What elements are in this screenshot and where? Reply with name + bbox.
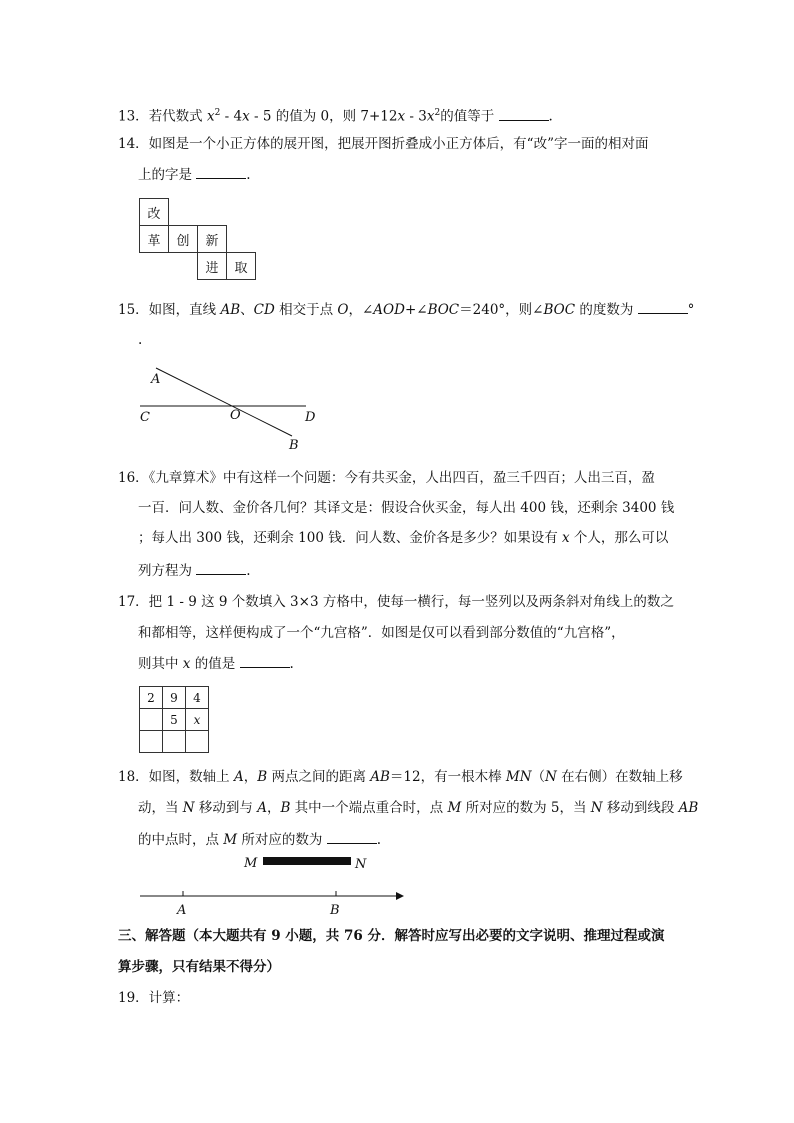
label-a: A [151,372,161,387]
question-15: 15．如图，直线 AB、CD 相交于点 O，∠AOD+∠BOC＝240°，则∠BOC 的度数为 ° [118,302,695,318]
question-16-line-3: ；每人出 300 钱，还剩余 100 钱．问人数、金价各是多少？如果设有 x 个人，那么可以 [138,530,669,546]
question-14-line-2: 上的字是 . [138,167,251,183]
label-b: B [289,438,299,453]
question-17-line-2: 和都相等，这样便构成了一个“九宫格”．如图是仅可以看到部分数值的“九宫格”， [138,625,625,641]
net-cell: 创 [169,226,198,253]
net-cell: 新 [198,226,227,253]
question-19: 19．计算： [118,990,190,1006]
question-16-line-1: 16．《九章算术》中有这样一个问题：今有共买金，人出四百，盈三千四百；人出三百，盈 [118,470,655,486]
label-n: N [355,857,367,872]
label-c: C [140,410,150,425]
section-3-heading-line-1: 三、解答题（本大题共有 9 小题，共 76 分．解答时应写出必要的文字说明、推理过程或演 [118,928,665,944]
label-m: M [244,856,258,871]
grid-cell: 5 [163,709,186,731]
grid-cell: 2 [140,687,163,709]
question-15-end: . [138,332,143,348]
section-3-heading-line-2: 算步骤，只有结果不得分） [118,959,280,975]
question-14-line-1: 14．如图是一个小正方体的展开图，把展开图折叠成小正方体后，有“改”字一面的相对面 [118,136,649,152]
grid-cell: x [186,709,209,731]
question-17-line-3: 则其中 x 的值是 . [138,656,294,672]
grid-cell: 9 [163,687,186,709]
question-16-line-4: 列方程为 . [138,563,251,579]
net-cell: 改 [140,199,169,226]
question-17-line-1: 17．把 1 - 9 这 9 个数填入 3×3 方格中，使每一横行，每一竖列以及两条斜对角线上的数之 [118,594,674,610]
label-o: O [230,408,241,423]
net-cell: 取 [227,253,256,280]
axis-arrow [396,892,404,900]
axis-label-b: B [330,903,340,918]
grid-cell: 4 [186,687,209,709]
question-13: 13．若代数式 $x^2 - 4x - 5$ 的值为 0，则 $7+12x - 3x^2$的值等于 . [118,108,553,125]
question-18-line-2: 动，当 N 移动到与 A，B 其中一个端点重合时，点 M 所对应的数为 5，当 N 移动到线段 AB [138,800,699,816]
axis-label-a: A [177,903,187,918]
question-18-line-3: 的中点时，点 M 所对应的数为 . [138,832,382,848]
stick-mn [263,857,351,865]
net-cell: 革 [140,226,169,253]
net-cell: 进 [198,253,227,280]
question-18-line-1: 18．如图，数轴上 A，B 两点之间的距离 AB＝12，有一根木棒 MN（N 在右侧）在数轴上移 [118,769,683,785]
question-16-line-2: 一百．问人数、金价各几何？其译文是：假设合伙买金，每人出 400 钱，还剩余 3400 钱 [138,500,675,516]
label-d: D [305,410,316,425]
